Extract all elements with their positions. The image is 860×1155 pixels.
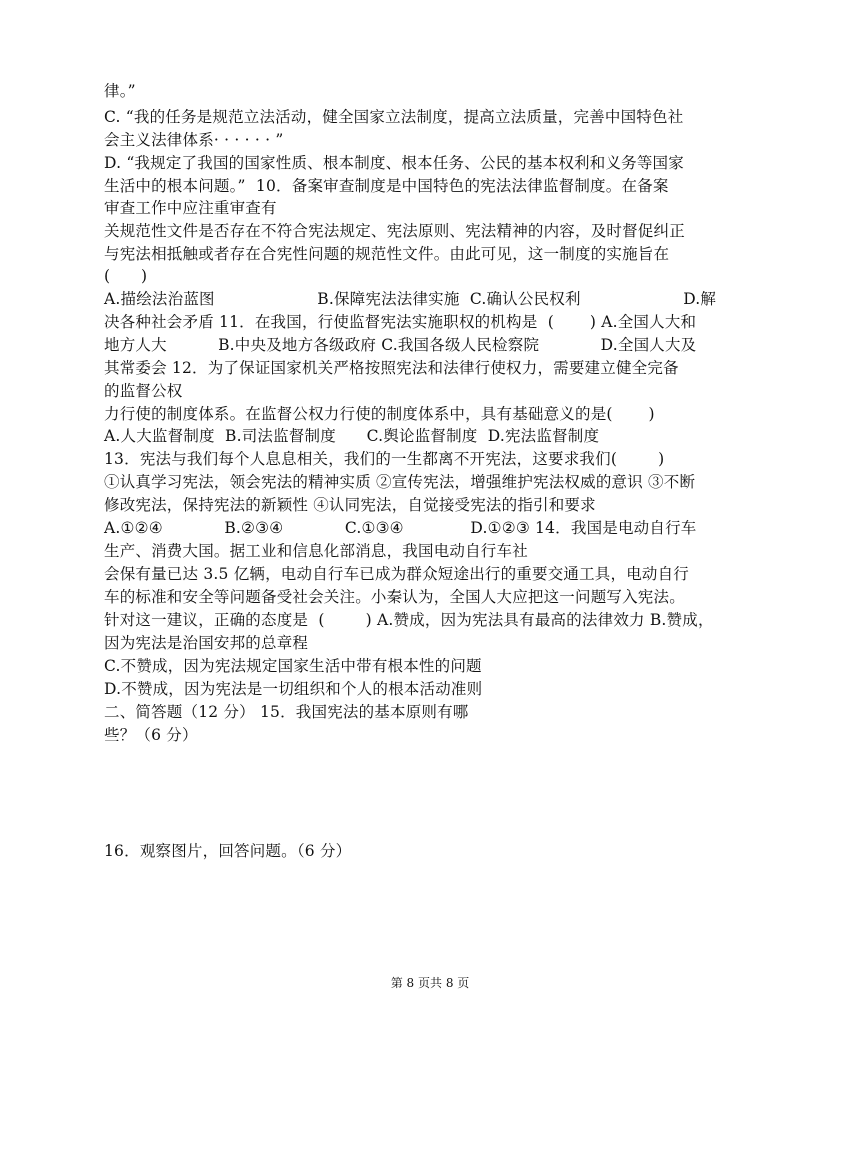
question-10-line-1: 生活中的根本问题。” 10．备案审查制度是中国特色的宪法法律监督制度。在备案 — [104, 177, 669, 195]
question-14-line-2: 会保有量已达 3.5 亿辆，电动自行车已成为群众短途出行的重要交通工具，电动自行 — [104, 565, 690, 583]
option-d-line-1: D. “我规定了我国的国家性质、根本制度、根本任务、公民的基本权利和义务等国家 — [104, 154, 684, 172]
question-12-line-3: 力行使的制度体系。在监督公权力行使的制度体系中，具有基础意义的是( ) — [104, 405, 655, 423]
question-10-blank: ( ) — [104, 267, 148, 285]
question-14-line-5: 因为宪法是治国安邦的总章程 — [104, 634, 309, 652]
question-14-line-4: 针对这一建议，正确的态度是 ( ) A.赞成，因为宪法具有最高的法律效力 B.赞成， — [104, 611, 714, 629]
question-10-options: A.描绘法治蓝图 B.保障宪法法律实施 C.确认公民权利 D.解 — [104, 290, 717, 308]
question-12-line-1: 其常委会 12．为了保证国家机关严格按照宪法和法律行使权力，需要建立健全完备 — [104, 359, 679, 377]
question-13-line-3: 修改宪法，保持宪法的新颖性 ④认同宪法，自觉接受宪法的指引和要求 — [104, 496, 596, 514]
question-10-line-2: 审查工作中应注重审查有 — [104, 199, 277, 217]
question-13-line-2: ①认真学习宪法，领会宪法的精神实质 ②宣传宪法，增强维护宪法权威的意识 ③不断 — [104, 473, 696, 491]
question-14-line-3: 车的标准和安全等问题备受社会关注。小秦认为，全国人大应把这一问题写入宪法。 — [104, 588, 685, 606]
page-footer: 第 8 页共 8 页 — [390, 976, 470, 990]
question-13-line-1: 13．宪法与我们每个人息息相关，我们的一生都离不开宪法，这要求我们( ) — [104, 450, 665, 468]
question-11-line-1: 决各种社会矛盾 11．在我国，行使监督宪法实施职权的机构是 ( ) A.全国人大和 — [104, 313, 697, 331]
question-16: 16．观察图片，回答问题。（6 分） — [104, 842, 352, 860]
question-12-options: A.人大监督制度 B.司法监督制度 C.舆论监督制度 D.宪法监督制度 — [104, 427, 600, 445]
section-2-heading: 二、简答题（12 分） 15．我国宪法的基本原则有哪 — [104, 703, 469, 721]
text-line: 律。” — [104, 82, 136, 100]
question-13-options: A.①②④ B.②③④ C.①③④ D.①②③ 14．我国是电动自行车 — [104, 519, 697, 537]
question-14-option-d: D.不赞成，因为宪法是一切组织和个人的根本活动准则 — [104, 680, 483, 698]
question-10-line-4: 与宪法相抵触或者存在合宪性问题的规范性文件。由此可见，这一制度的实施旨在 — [104, 245, 670, 263]
question-15-line-2: 些？（6 分） — [104, 726, 198, 744]
question-12-line-2: 的监督公权 — [104, 382, 183, 400]
option-c-line-2: 会主义法律体系· · · · · · ” — [104, 131, 284, 149]
question-11-line-2: 地方人大 B.中央及地方各级政府 C.我国各级人民检察院 D.全国人大及 — [104, 336, 697, 354]
option-c-line-1: C. “我的任务是规范立法活动，健全国家立法制度，提高立法质量，完善中国特色社 — [104, 108, 684, 126]
question-10-line-3: 关规范性文件是否存在不符合宪法规定、宪法原则、宪法精神的内容，及时督促纠正 — [104, 222, 685, 240]
question-14-line-1: 生产、消费大国。据工业和信息化部消息，我国电动自行车社 — [104, 542, 528, 560]
question-14-option-c: C.不赞成，因为宪法规定国家生活中带有根本性的问题 — [104, 657, 482, 675]
